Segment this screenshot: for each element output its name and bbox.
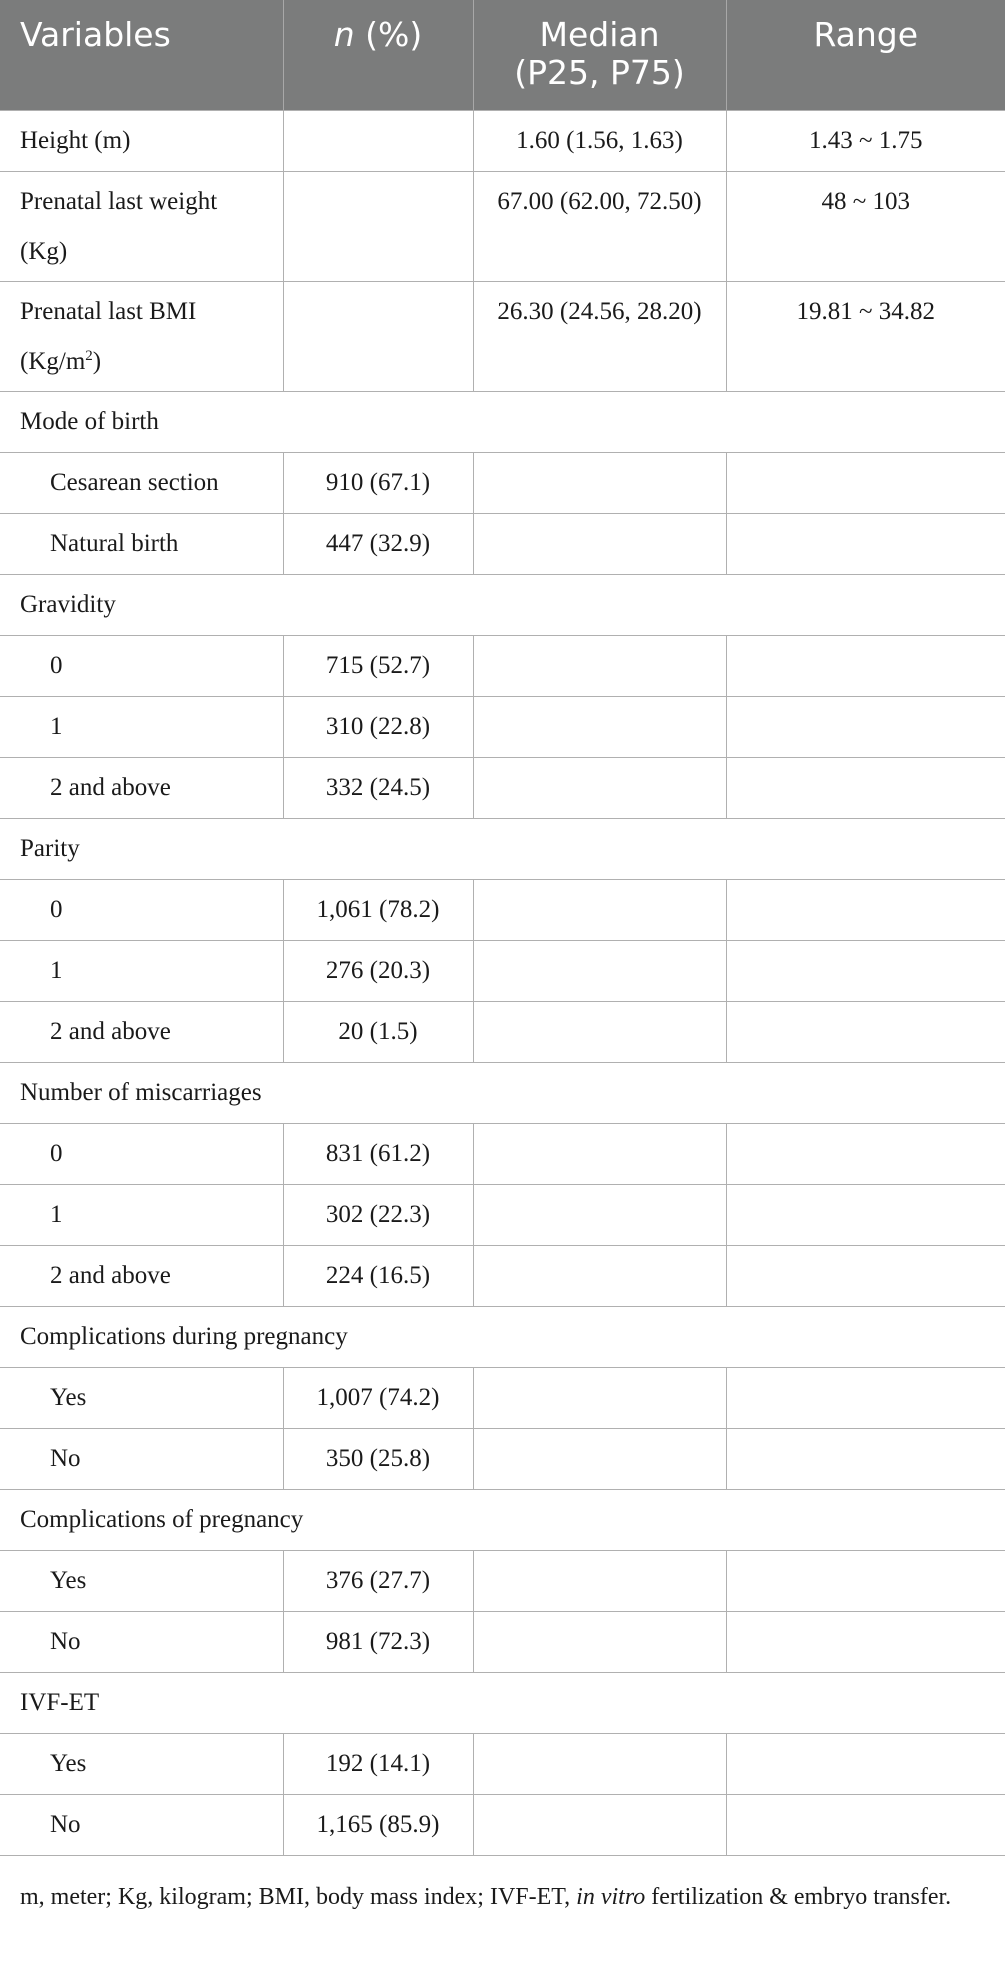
group-header-row: [0, 818, 1005, 879]
footnote-italic: in vitro: [576, 1884, 646, 1910]
row-n: [283, 281, 473, 391]
row-label: 2 and above: [0, 757, 283, 818]
table-row: [0, 1794, 1005, 1855]
row-median: [473, 513, 726, 574]
row-median: [473, 1001, 726, 1062]
table-row: [0, 940, 1005, 1001]
row-range: [726, 1733, 1005, 1794]
row-median: 1.60 (1.56, 1.63): [473, 110, 726, 171]
row-range: [726, 1184, 1005, 1245]
group-header-row: [0, 1672, 1005, 1733]
table-row: [0, 1550, 1005, 1611]
row-median: [473, 696, 726, 757]
header-row: [0, 0, 1005, 110]
row-median: [473, 1245, 726, 1306]
group-title: IVF-ET: [0, 1672, 1005, 1733]
row-label: 1: [0, 940, 283, 1001]
row-label: 2 and above: [0, 1001, 283, 1062]
row-median: [473, 940, 726, 1001]
row-range: [726, 1550, 1005, 1611]
row-label: Yes: [0, 1367, 283, 1428]
row-range: [726, 1123, 1005, 1184]
row-median: [473, 1794, 726, 1855]
row-label-close: ): [92, 347, 102, 375]
row-label: 1: [0, 1184, 283, 1245]
row-label: [0, 281, 283, 391]
header-median: [473, 0, 726, 110]
table-row: [0, 513, 1005, 574]
row-median: [473, 1550, 726, 1611]
row-range: [726, 1245, 1005, 1306]
table-row: [0, 110, 1005, 171]
row-median: [473, 1367, 726, 1428]
row-median: [473, 879, 726, 940]
row-range: [726, 1794, 1005, 1855]
header-median-line1: Median: [539, 15, 660, 54]
row-n: [283, 171, 473, 281]
row-range: [726, 1428, 1005, 1489]
footnote-text-end: fertilization & embryo transfer.: [645, 1884, 952, 1910]
row-n: 910 (67.1): [283, 452, 473, 513]
table-row: [0, 1123, 1005, 1184]
group-header-row: [0, 1306, 1005, 1367]
row-range: 19.81 ~ 34.82: [726, 281, 1005, 391]
table-row: [0, 171, 1005, 281]
header-n-label: n: [333, 15, 355, 54]
row-n: 447 (32.9): [283, 513, 473, 574]
table-row: [0, 1428, 1005, 1489]
group-header-row: [0, 391, 1005, 452]
row-n: 310 (22.8): [283, 696, 473, 757]
row-range: [726, 1367, 1005, 1428]
row-median: [473, 1428, 726, 1489]
row-label: 0: [0, 879, 283, 940]
row-n: 1,061 (78.2): [283, 879, 473, 940]
row-n: 276 (20.3): [283, 940, 473, 1001]
header-n-suffix: (%): [354, 15, 423, 54]
row-n: 224 (16.5): [283, 1245, 473, 1306]
row-label: No: [0, 1794, 283, 1855]
table-row: [0, 452, 1005, 513]
row-median: [473, 1123, 726, 1184]
table-row: [0, 281, 1005, 391]
row-n: 1,007 (74.2): [283, 1367, 473, 1428]
row-median: [473, 635, 726, 696]
row-label: Cesarean section: [0, 452, 283, 513]
row-n: 1,165 (85.9): [283, 1794, 473, 1855]
row-label: No: [0, 1611, 283, 1672]
table-row: [0, 1184, 1005, 1245]
row-label: Height (m): [0, 110, 283, 171]
table-row: [0, 1367, 1005, 1428]
row-range: [726, 757, 1005, 818]
row-n: 831 (61.2): [283, 1123, 473, 1184]
row-median: [473, 757, 726, 818]
table-row: [0, 1611, 1005, 1672]
row-range: 1.43 ~ 1.75: [726, 110, 1005, 171]
row-label: Prenatal last weight (Kg): [0, 171, 283, 281]
row-median: [473, 452, 726, 513]
row-n: 981 (72.3): [283, 1611, 473, 1672]
table-row: [0, 696, 1005, 757]
row-range: [726, 940, 1005, 1001]
group-header-row: [0, 574, 1005, 635]
group-title: Parity: [0, 818, 1005, 879]
table-row: [0, 1733, 1005, 1794]
table-footnote: [20, 1880, 980, 1914]
row-median: 67.00 (62.00, 72.50): [473, 171, 726, 281]
row-range: [726, 696, 1005, 757]
group-header-row: [0, 1489, 1005, 1550]
row-median: [473, 1733, 726, 1794]
row-label: 2 and above: [0, 1245, 283, 1306]
row-label-superscript: 2: [85, 347, 93, 364]
header-n-percent: [283, 0, 473, 110]
row-n: 332 (24.5): [283, 757, 473, 818]
table-row: [0, 879, 1005, 940]
table-row: [0, 1001, 1005, 1062]
group-title: Mode of birth: [0, 391, 1005, 452]
group-title: Complications of pregnancy: [0, 1489, 1005, 1550]
row-n: 376 (27.7): [283, 1550, 473, 1611]
row-range: [726, 1001, 1005, 1062]
row-n: 350 (25.8): [283, 1428, 473, 1489]
group-header-row: [0, 1062, 1005, 1123]
row-label: 1: [0, 696, 283, 757]
header-variables: Variables: [0, 0, 283, 110]
header-range: Range: [726, 0, 1005, 110]
row-n: 192 (14.1): [283, 1733, 473, 1794]
header-median-line2: (P25, P75): [514, 53, 685, 92]
row-label: Natural birth: [0, 513, 283, 574]
row-label: Yes: [0, 1550, 283, 1611]
table-row: [0, 635, 1005, 696]
row-range: [726, 879, 1005, 940]
row-range: [726, 452, 1005, 513]
row-label: 0: [0, 635, 283, 696]
row-label: 0: [0, 1123, 283, 1184]
row-label: Yes: [0, 1733, 283, 1794]
row-median: [473, 1184, 726, 1245]
row-median: [473, 1611, 726, 1672]
row-n: [283, 110, 473, 171]
table-row: [0, 757, 1005, 818]
row-label: No: [0, 1428, 283, 1489]
group-title: Gravidity: [0, 574, 1005, 635]
row-median: 26.30 (24.56, 28.20): [473, 281, 726, 391]
footnote-text: m, meter; Kg, kilogram; BMI, body mass index; IVF-ET,: [20, 1884, 577, 1910]
row-range: [726, 513, 1005, 574]
row-label-text: Prenatal last BMI (Kg/m: [20, 297, 197, 375]
group-title: Number of miscarriages: [0, 1062, 1005, 1123]
row-range: [726, 1611, 1005, 1672]
group-title: Complications during pregnancy: [0, 1306, 1005, 1367]
row-range: [726, 635, 1005, 696]
row-n: 20 (1.5): [283, 1001, 473, 1062]
row-n: 302 (22.3): [283, 1184, 473, 1245]
row-n: 715 (52.7): [283, 635, 473, 696]
table-row: [0, 1245, 1005, 1306]
row-range: 48 ~ 103: [726, 171, 1005, 281]
